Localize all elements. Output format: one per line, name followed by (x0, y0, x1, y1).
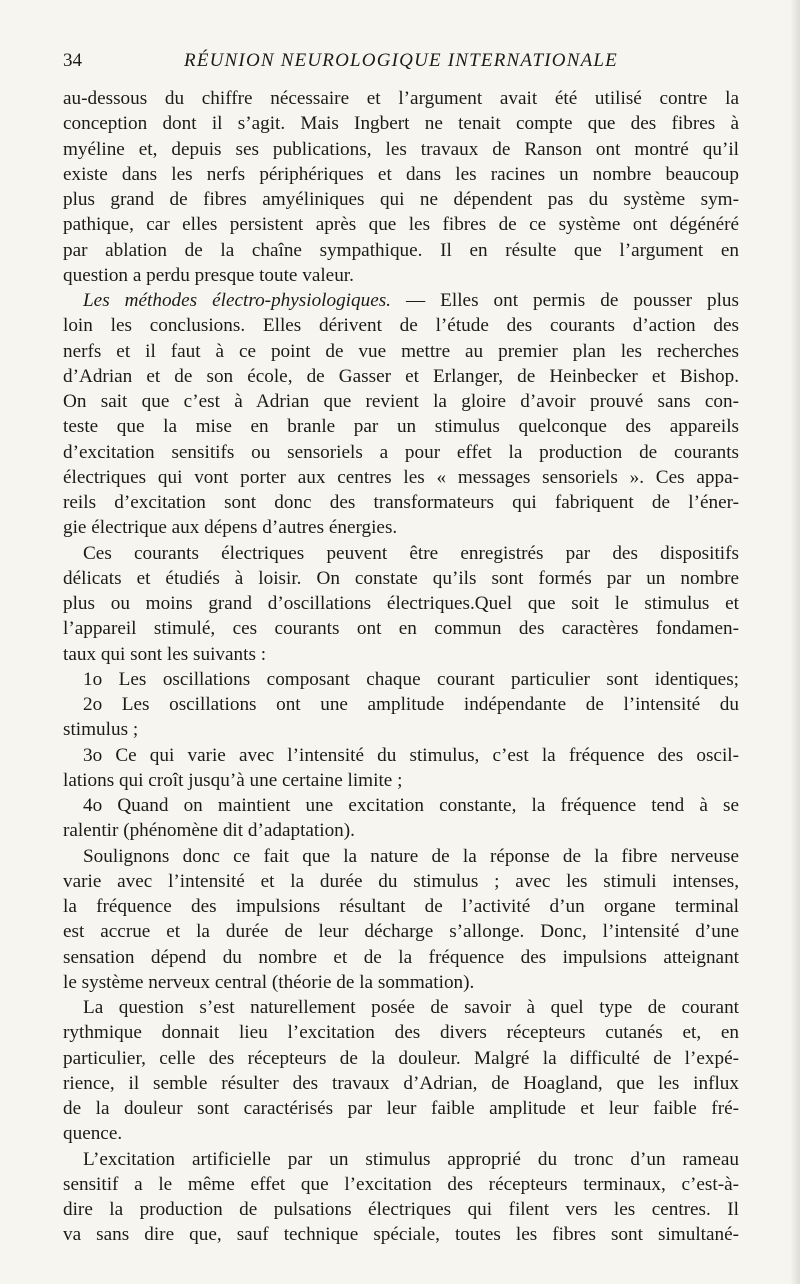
line-text: quence. (63, 1123, 123, 1145)
line-text: le système nerveux central (théorie de la sommation). (63, 971, 475, 993)
line-text: Ces courants électriques peuvent être enregistrés par des dispositifs (83, 542, 739, 564)
text-line (63, 515, 739, 540)
text-line (63, 414, 739, 439)
running-title: RÉUNION NEUROLOGIQUE INTERNATIONALE (184, 50, 618, 71)
line-text: 4o Quand on maintient une excitation constante, la fréquence tend à se (83, 795, 739, 816)
text-line (63, 768, 739, 793)
line-text: conception dont il s’agit. Mais Ingbert ne tenait compte que des fibres à (63, 113, 739, 135)
line-text: teste que la mise en branle par un stimulus quelconque des appareils (63, 416, 739, 438)
text-line (63, 1046, 739, 1071)
line-text: ralentir (phénomène dit d’adaptation). (63, 820, 355, 842)
text-line (63, 616, 739, 641)
line-text: loin les conclusions. Elles dérivent de l’étude des courants d’action des (63, 315, 739, 337)
line-text: dire la production de pulsations électriques qui filent vers les centres. Il (63, 1199, 739, 1220)
text-line (63, 389, 739, 414)
text-line (63, 970, 739, 995)
line-text: stimulus ; (63, 719, 139, 741)
line-text: sensation dépend du nombre et de la fréquence des impulsions atteignant (63, 946, 739, 968)
line-text: La question s’est naturellement posée de savoir à quel type de courant (83, 997, 739, 1018)
text-line (63, 566, 739, 591)
line-text: délicats et étudiés à loisir. On constate qu’ils sont formés par un nombre (63, 567, 739, 589)
line-text: On sait que c’est à Adrian que revient la gloire d’avoir prouvé sans con- (63, 391, 739, 412)
body-text (63, 86, 739, 1248)
text-line (63, 844, 739, 869)
line-text: 1o Les oscillations composant chaque courant particulier sont identiques; (83, 668, 739, 690)
line-text: varie avec l’intensité et la durée du stimulus ; avec les stimuli intenses, (63, 870, 739, 892)
text-line (63, 919, 739, 944)
text-line (63, 692, 739, 717)
line-text: myéline et, depuis ses publications, les travaux de Ranson ont montré qu’il (63, 138, 739, 160)
text-line (63, 238, 739, 263)
line-text: la fréquence des impulsions résultant de l’activité d’un organe terminal (63, 896, 739, 917)
line-text: au-dessous du chiffre nécessaire et l’argument avait été utilisé contre la (63, 88, 739, 109)
text-line (63, 490, 739, 515)
line-text: d’excitation sensitifs ou sensoriels a pour effet la production de courants (63, 441, 739, 463)
line-text: pathique, car elles persistent après que les fibres de ce système ont dégénéré (63, 214, 739, 236)
line-text: existe dans les nerfs périphériques et dans les racines un nombre beaucoup (63, 163, 739, 185)
text-line (63, 212, 739, 237)
line-text: est accrue et la durée de leur décharge s’allonge. Donc, l’intensité d’une (63, 921, 739, 943)
line-text: plus ou moins grand d’oscillations électriques.Quel que soit le stimulus et (63, 593, 739, 614)
line-text: d’Adrian et de son école, de Gasser et Erlanger, de Heinbecker et Bishop. (63, 365, 739, 387)
line-text: rythmique donnait lieu l’excitation des divers récepteurs cutanés et, en (63, 1022, 739, 1044)
line-text: L’excitation artificielle par un stimulus approprié du tronc d’un rameau (83, 1148, 739, 1170)
section-heading: Les méthodes électro-physiologiques. (83, 290, 391, 311)
text-line (63, 137, 739, 162)
text-line (63, 111, 739, 136)
text-line (63, 1197, 739, 1222)
text-line (63, 1222, 739, 1247)
line-text: nerfs et il faut à ce point de vue mettre au premier plan les recherches (63, 340, 739, 362)
text-line (63, 440, 739, 465)
line-text: de la douleur sont caractérisés par leur faible amplitude et leur faible fré- (63, 1098, 739, 1119)
text-line (63, 1172, 739, 1197)
line-text: rience, il semble résulter des travaux d’Adrian, de Hoagland, que les influx (63, 1072, 739, 1094)
text-line (63, 1020, 739, 1045)
text-line (63, 591, 739, 616)
text-line (63, 945, 739, 970)
text-line (63, 1147, 739, 1172)
text-line (63, 364, 739, 389)
line-text: électriques qui vont porter aux centres les « messages sensoriels ». Ces appa- (63, 466, 739, 488)
page-edge-shadow (790, 0, 800, 1284)
text-line (63, 339, 739, 364)
text-line (63, 743, 739, 768)
text-line (63, 187, 739, 212)
line-text: 3o Ce qui varie avec l’intensité du stimulus, c’est la fréquence des oscil- (83, 744, 739, 766)
line-text: — Elles ont permis de pousser plus (390, 290, 739, 311)
line-text: par ablation de la chaîne sympathique. Il en résulte que l’argument en (63, 239, 739, 261)
running-head (63, 49, 739, 73)
text-line (63, 995, 739, 1020)
line-text: reils d’excitation sont donc des transformateurs qui fabriquent de l’éner- (63, 492, 739, 513)
line-text: gie électrique aux dépens d’autres énergies. (63, 517, 398, 539)
page-number: 34 (63, 50, 82, 71)
text-line (63, 894, 739, 919)
line-text: question a perdu presque toute valeur. (63, 264, 354, 286)
text-line (63, 1096, 739, 1121)
line-text: l’appareil stimulé, ces courants ont en commun des caractères fondamen- (63, 618, 739, 640)
line-text: sensitif a le même effet que l’excitation des récepteurs terminaux, c’est-à- (63, 1173, 739, 1195)
text-line (63, 793, 739, 818)
text-line (63, 869, 739, 894)
text-line (63, 717, 739, 742)
line-text: plus grand de fibres amyéliniques qui ne dépendent pas du système sym- (63, 189, 739, 210)
line-text: 2o Les oscillations ont une amplitude indépendante de l’intensité du (83, 694, 739, 715)
text-line (63, 313, 739, 338)
text-line (63, 667, 739, 692)
text-line (63, 162, 739, 187)
line-text: Soulignons donc ce fait que la nature de la réponse de la fibre nerveuse (83, 845, 739, 867)
text-line (63, 541, 739, 566)
line-text: lations qui croît jusqu’à une certaine limite ; (63, 769, 403, 791)
line-text: particulier, celle des récepteurs de la douleur. Malgré la difficulté de l’expé- (63, 1047, 739, 1069)
text-line (63, 818, 739, 843)
text-line (63, 288, 739, 313)
text-line (63, 1121, 739, 1146)
text-line (63, 642, 739, 667)
text-line (63, 465, 739, 490)
line-text: va sans dire que, sauf technique spéciale, toutes les fibres sont simultané- (63, 1224, 739, 1246)
text-line (63, 263, 739, 288)
line-text: taux qui sont les suivants : (63, 643, 267, 665)
text-line (63, 86, 739, 111)
text-line (63, 1071, 739, 1096)
